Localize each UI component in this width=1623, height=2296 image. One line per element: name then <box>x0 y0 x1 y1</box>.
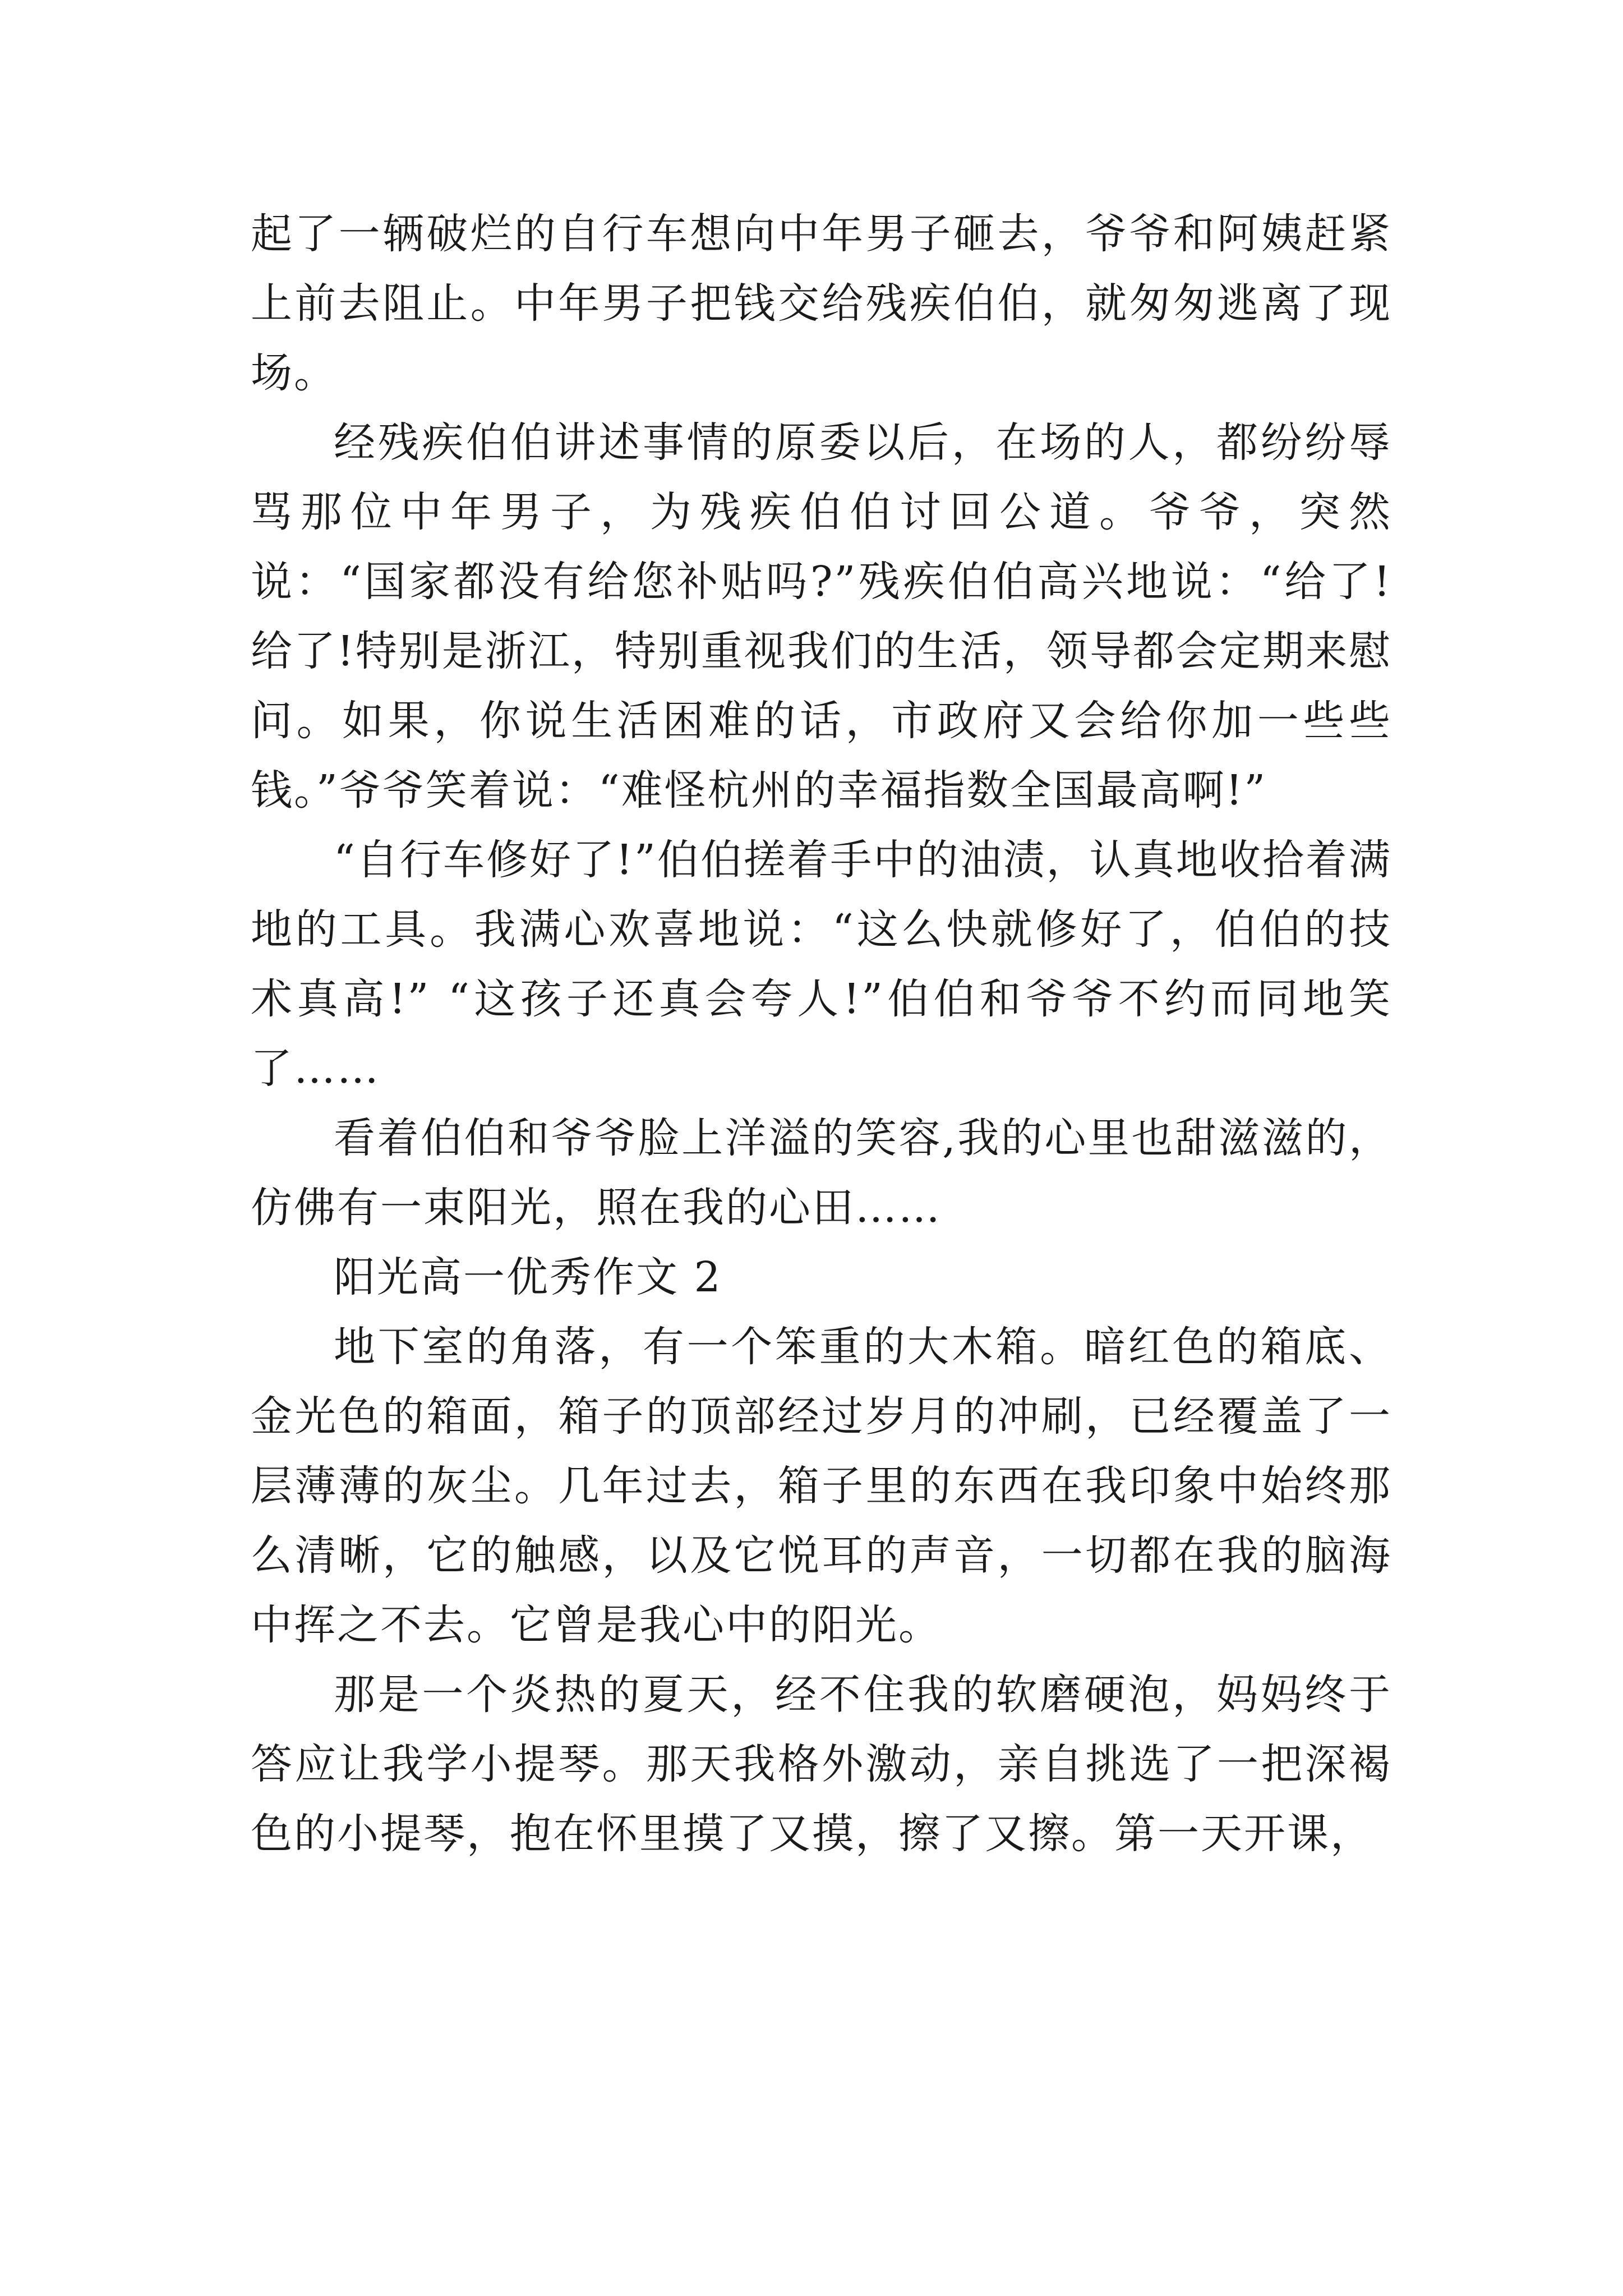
paragraph: 看着伯伯和爷爷脸上洋溢的笑容,我的心里也甜滋滋的，仿佛有一束阳光，照在我的心田…… <box>251 1114 1392 1232</box>
paragraph: “自行车修好了!”伯伯搓着手中的油渍，认真地收拾着满地的工具。我满心欢喜地说：“这么快就修好了，伯伯的技术真高!” “这孩子还真会夸人!”伯伯和爷爷不约而同地笑了…… <box>251 836 1392 1093</box>
section-heading: 阳光高一优秀作文 2 <box>334 1253 722 1301</box>
document-body <box>251 199 1392 1869</box>
paragraph: 经残疾伯伯讲述事情的原委以后，在场的人，都纷纷辱骂那位中年男子，为残疾伯伯讨回公道。爷爷，突然说：“国家都没有给您补贴吗?”残疾伯伯高兴地说：“给了!给了!特别是浙江，特别重视我们的生活，领导都会定期来慰问。如果，你说生活困难的话，市政府又会给你加一些些钱。”爷爷笑着说：“难怪杭州的幸福指数全国最高啊!” <box>251 418 1392 815</box>
paragraph: 地下室的角落，有一个笨重的大木箱。暗红色的箱底、金光色的箱面，箱子的顶部经过岁月的冲刷，已经覆盖了一层薄薄的灰尘。几年过去，箱子里的东西在我印象中始终那么清晰，它的触感，以及它悦耳的声音，一切都在我的脑海中挥之不去。它曾是我心中的阳光。 <box>251 1323 1392 1649</box>
paragraph: 那是一个炎热的夏天，经不住我的软磨硬泡，妈妈终于答应让我学小提琴。那天我格外激动，亲自挑选了一把深褐色的小提琴，抱在怀里摸了又摸，擦了又擦。第一天开课， <box>251 1671 1392 1858</box>
paragraph-continuation: 起了一辆破烂的自行车想向中年男子砸去，爷爷和阿姨赶紧上前去阻止。中年男子把钱交给残疾伯伯，就匆匆逃离了现场。 <box>251 210 1392 397</box>
